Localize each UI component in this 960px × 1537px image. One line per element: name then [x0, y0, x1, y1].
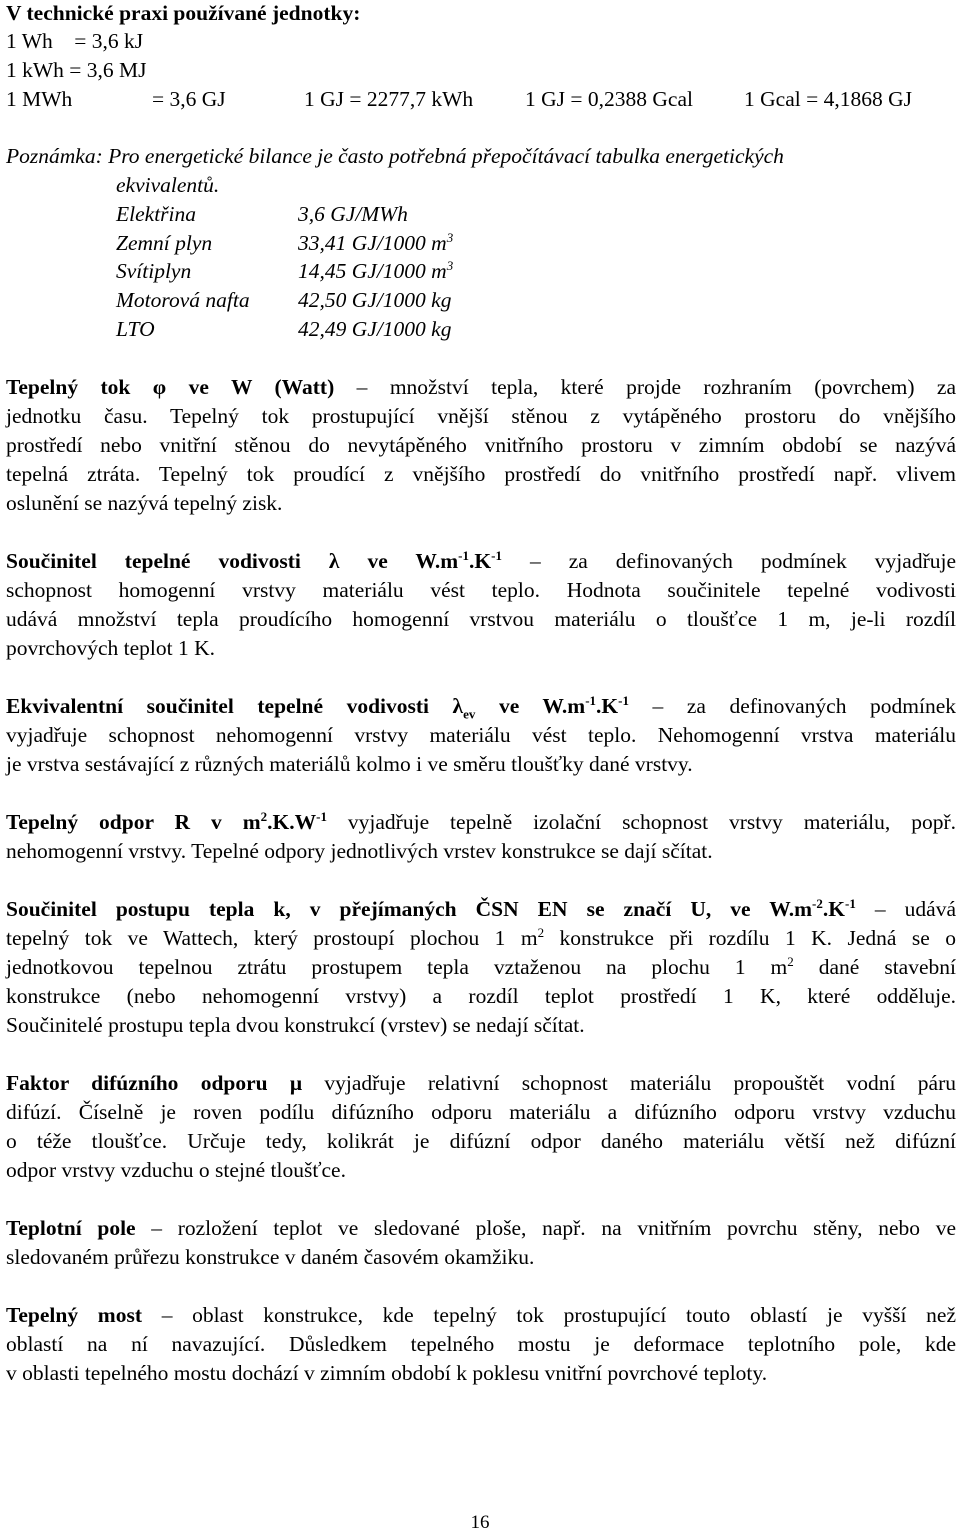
sup: -1 — [585, 692, 597, 708]
p8-line-3: v oblasti tepelného mostu dochází v zimním období k poklesu vnitřní povrchové teploty. — [6, 1361, 768, 1385]
units-line-2: 1 kWh = 3,6 MJ — [6, 58, 147, 82]
text: Tepelný odpor R v m — [6, 810, 261, 834]
p3-line-2: vyjadřuje schopnost nehomogenní vrstvy materiálu vést teplo. Nehomogenní vrstva materiálu — [6, 723, 956, 747]
page-number: 16 — [470, 1512, 490, 1533]
sup: 2 — [537, 924, 545, 940]
sup: -1 — [844, 895, 856, 911]
sup: 2 — [260, 808, 268, 824]
p1-line-3: prostředí nebo vnitřní stěnou do nevytápěného vnitřního prostoru v zimním období se nazývá — [6, 433, 956, 457]
p1-line-5: oslunění se nazývá tepelný zisk. — [6, 491, 283, 515]
text: – udává — [855, 897, 956, 921]
text: jednotku času. — [6, 404, 148, 428]
sup: 2 — [787, 953, 794, 969]
sup: -2 — [812, 895, 823, 911]
text: – rozložení teplot ve sledované ploše, např. na vnitřním povrchu stěny, nebo ve — [135, 1216, 956, 1240]
p6-line-3: o téže tloušťce. Určuje tedy, kolikrát je difúzní odpor daného materiálu větší než difúzní — [6, 1129, 956, 1153]
p3-line-3: je vrstva sestávající z různých materiálů kolmo i ve směru tloušťky dané vrstvy. — [6, 752, 693, 776]
p1-line-2 — [6, 403, 956, 429]
text: vyjadřuje tepelně izolační schopnost vrstvy materiálu, popř. — [326, 810, 956, 834]
units-line-1: 1 Wh = 3,6 kJ — [6, 29, 144, 53]
term-thermal-resistance — [6, 810, 327, 834]
p1-line-4: tepelná ztráta. Tepelný tok proudící z vnějšího prostředí do vnitřního prostředí např. vlivem — [6, 462, 956, 486]
term-diffusion-factor: Faktor difúzního odporu μ — [6, 1071, 303, 1095]
eq-name: Zemní plyn — [116, 231, 213, 255]
eq-value: 42,50 GJ/1000 kg — [298, 288, 452, 312]
term-conductivity — [6, 549, 502, 573]
p6-line-1 — [6, 1070, 956, 1096]
table-row — [116, 287, 451, 313]
table-row — [116, 201, 408, 227]
text: – oblast konstrukce, kde tepelný tok prostupující touto oblastí je vyšší než — [142, 1303, 956, 1327]
note-line-1: Poznámka: Pro energetické bilance je často potřebná přepočítávací tabulka energetických — [6, 144, 784, 168]
text: vyjadřuje relativní schopnost materiálu propouštět vodní páru — [302, 1071, 956, 1095]
sup: -1 — [618, 692, 629, 708]
text: .K.W — [267, 810, 317, 834]
term-heat-flow: Tepelný tok φ ve W (Watt) — [6, 375, 335, 399]
p8-line-1 — [6, 1302, 956, 1328]
text: Součinitel tepelné vodivosti λ ve W.m — [6, 549, 459, 573]
text: ve W.m — [475, 694, 586, 718]
eq-value: 3,6 GJ/MWh — [298, 202, 408, 226]
p2-line-4: povrchových teplot 1 K. — [6, 636, 215, 660]
units-heading: V technické praxi používané jednotky: — [6, 1, 361, 25]
eq-name: Elektřina — [116, 202, 197, 226]
note-line-2: ekvivalentů. — [116, 173, 220, 197]
p5-line-3 — [6, 954, 956, 980]
p5-line-2 — [6, 925, 956, 951]
p5-line-5: Součinitelé prostupu tepla dvou konstrukcí (vrstev) se nedají sčítat. — [6, 1013, 585, 1037]
p7-line-1 — [6, 1215, 956, 1241]
text: tepelný tok ve Wattech, který prostoupí plochou 1 m — [6, 926, 538, 950]
text: Ekvivalentní součinitel tepelné vodivosti λ — [6, 694, 464, 718]
eq-value: 42,49 GJ/1000 kg — [298, 317, 452, 341]
term-heat-transfer-coefficient — [6, 897, 856, 921]
p2-line-2: schopnost homogenní vrstvy materiálu vést teplo. Hodnota součinitele tepelné vodivosti — [6, 578, 956, 602]
eq-name: Svítiplyn — [116, 259, 192, 283]
sub: ev — [463, 706, 476, 722]
text: Tepelný tok prostupující vnější stěnou z vytápěného prostoru do vnějšího — [147, 404, 956, 428]
term-thermal-bridge: Tepelný most — [6, 1303, 142, 1327]
eq-sup: 3 — [446, 257, 454, 273]
text: – za definovaných podmínek vyjadřuje — [501, 549, 956, 573]
text: .K — [469, 549, 492, 573]
units-gcal-gj: 1 Gcal = 4,1868 GJ — [744, 87, 912, 111]
text: – množství tepla, které projde rozhraním (povrchem) za — [334, 375, 957, 399]
term-equivalent-conductivity — [6, 692, 629, 722]
text: – za definovaných podmínek — [629, 694, 956, 718]
table-row — [116, 316, 451, 342]
p5-line-1 — [6, 896, 956, 922]
p2-line-1 — [6, 548, 956, 574]
p1-line-1 — [6, 374, 956, 400]
text: Součinitel postupu tepla k, v přejímaných ČSN EN se značí U, ve W.m — [6, 897, 813, 921]
units-mwh-value: = 3,6 GJ — [152, 87, 226, 111]
eq-sup: 3 — [446, 229, 454, 245]
table-row — [116, 258, 453, 284]
p6-line-2: difúzí. Číselně je roven podílu difúzního odporu materiálu a difúzního odporu vrstvy vzduchu — [6, 1100, 956, 1124]
p7-line-2: sledovaném průřezu konstrukce v daném časovém okamžiku. — [6, 1245, 535, 1269]
p3-line-1 — [6, 692, 956, 722]
sup: -1 — [458, 547, 470, 563]
eq-value: 33,41 GJ/1000 m — [298, 231, 447, 255]
sup: -1 — [316, 808, 327, 824]
p4-line-2: nehomogenní vrstvy. Tepelné odpory jednotlivých vrstev konstrukce se dají sčítat. — [6, 839, 713, 863]
text: .K — [596, 694, 619, 718]
text: jednotkovou tepelnou ztrátu prostupem tepla vztaženou na plochu 1 m — [6, 955, 788, 979]
p2-line-3: udává množství tepla proudícího homogenní vrstvou materiálu o tloušťce 1 m, je-li rozdíl — [6, 607, 956, 631]
sup: -1 — [491, 547, 502, 563]
table-row — [116, 230, 453, 256]
eq-name: Motorová nafta — [116, 288, 250, 312]
units-gj-gcal: 1 GJ = 0,2388 Gcal — [525, 87, 693, 111]
p8-line-2: oblastí na ní navazující. Důsledkem tepelného mostu je deformace teplotního pole, kde — [6, 1332, 956, 1356]
text: konstrukce při rozdílu 1 K. Jedná se o — [544, 926, 956, 950]
p6-line-4: odpor vrstvy vzduchu o stejné tloušťce. — [6, 1158, 346, 1182]
term-temperature-field: Teplotní pole — [6, 1216, 136, 1240]
p5-line-4: konstrukce (nebo nehomogenní vrstvy) a rozdíl teplot prostředí 1 K, které odděluje. — [6, 984, 956, 1008]
eq-name: LTO — [116, 317, 155, 341]
units-mwh: 1 MWh — [6, 87, 73, 111]
text: dané stavební — [793, 955, 956, 979]
eq-value: 14,45 GJ/1000 m — [298, 259, 447, 283]
units-gj-kwh: 1 GJ = 2277,7 kWh — [304, 87, 474, 111]
p4-line-1 — [6, 809, 956, 835]
text: .K — [822, 897, 845, 921]
